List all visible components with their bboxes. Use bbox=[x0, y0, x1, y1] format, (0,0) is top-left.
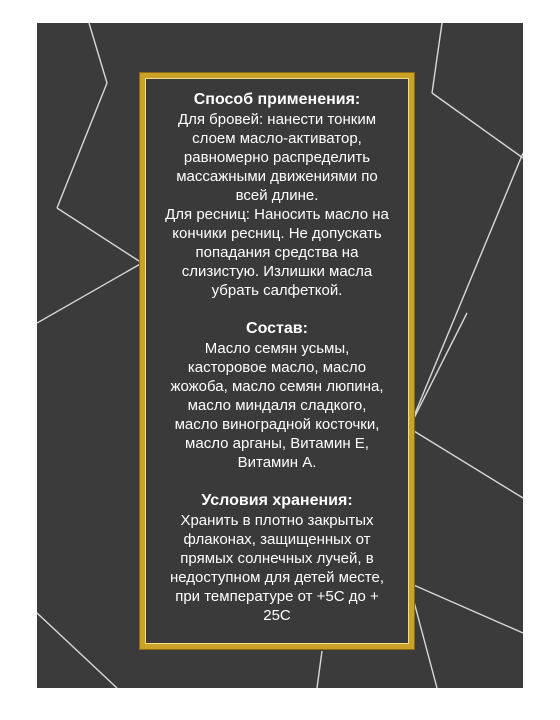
usage-line: всей длине. bbox=[235, 187, 319, 204]
storage-line: Хранить в плотно закрытых bbox=[180, 512, 374, 529]
storage-heading: Условия хранения: bbox=[201, 492, 353, 509]
composition-line: масло арганы, Витамин Е, bbox=[185, 435, 369, 452]
composition-line: Витамин А. bbox=[237, 454, 317, 471]
composition-heading: Состав: bbox=[246, 320, 308, 337]
composition-line: масло виноградной косточки, bbox=[174, 416, 380, 433]
storage-line: 25С bbox=[263, 607, 291, 624]
composition-line: масло миндаля сладкого, bbox=[187, 397, 367, 414]
section-gap bbox=[155, 300, 399, 319]
label-text bbox=[145, 90, 409, 625]
section-gap bbox=[155, 472, 399, 491]
usage-line: слизистую. Излишки масла bbox=[181, 263, 373, 280]
usage-line: Для бровей: нанести тонким bbox=[177, 111, 377, 128]
storage-line: при температуре от +5С до + bbox=[175, 588, 379, 605]
composition-line: жожоба, масло семян люпина, bbox=[170, 378, 384, 395]
usage-line: равномерно распределить bbox=[183, 149, 371, 166]
label-card bbox=[37, 23, 523, 688]
storage-line: прямых солнечных лучей, в bbox=[180, 550, 374, 567]
usage-line: массажными движениями по bbox=[176, 168, 378, 185]
gold-frame bbox=[140, 73, 414, 649]
usage-line: попадания средства на bbox=[195, 244, 359, 261]
usage-line: кончики ресниц. Не допускать bbox=[172, 225, 382, 242]
storage-line: недоступном для детей месте, bbox=[169, 569, 384, 586]
usage-line: слоем масло-активатор, bbox=[192, 130, 362, 147]
usage-heading: Способ применения: bbox=[193, 91, 361, 108]
composition-line: касторовое масло, масло bbox=[187, 359, 367, 376]
usage-line: Для ресниц: Наносить масло на bbox=[165, 206, 389, 223]
storage-line: флаконах, защищенных от bbox=[183, 531, 371, 548]
usage-line: убрать салфеткой. bbox=[211, 282, 343, 299]
composition-line: Масло семян усьмы, bbox=[204, 340, 350, 357]
